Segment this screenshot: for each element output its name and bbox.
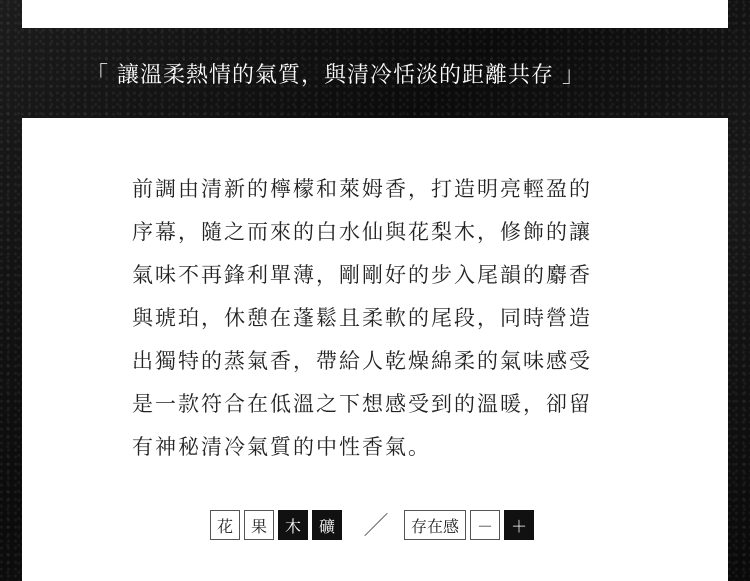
tag-fruity: 果: [244, 510, 274, 540]
presence-label: 存在感: [404, 510, 466, 540]
tag-woody: 木: [278, 510, 308, 540]
description-line: 前調由清新的檸檬和萊姆香，打造明亮輕盈的: [132, 177, 592, 201]
tag-mineral: 礦: [312, 510, 342, 540]
presence-plus: ＋: [504, 510, 534, 540]
divider-slash: [356, 510, 394, 540]
description-line: 是一款符合在低溫之下想感受到的溫暖，卻留: [132, 392, 592, 416]
description-line: 氣味不再鋒利單薄，剛剛好的步入尾韻的麝香: [132, 263, 592, 287]
description-line: 出獨特的蒸氣香，帶給人乾燥綿柔的氣味感受: [132, 349, 592, 373]
description-line: 有神秘清冷氣質的中性香氣。: [132, 435, 431, 459]
scent-tags: [210, 508, 538, 542]
description-line: 序幕，隨之而來的白水仙與花梨木，修飾的讓: [132, 220, 592, 244]
presence-minus: －: [470, 510, 500, 540]
banner-title: 「 讓溫柔熱情的氣質，與清冷恬淡的距離共存 」: [86, 63, 585, 88]
content-card: [22, 118, 728, 581]
scent-description: [132, 168, 632, 469]
tag-floral: 花: [210, 510, 240, 540]
top-card: [22, 0, 728, 28]
description-line: 與琥珀，休憩在蓬鬆且柔軟的尾段，同時營造: [132, 306, 592, 330]
